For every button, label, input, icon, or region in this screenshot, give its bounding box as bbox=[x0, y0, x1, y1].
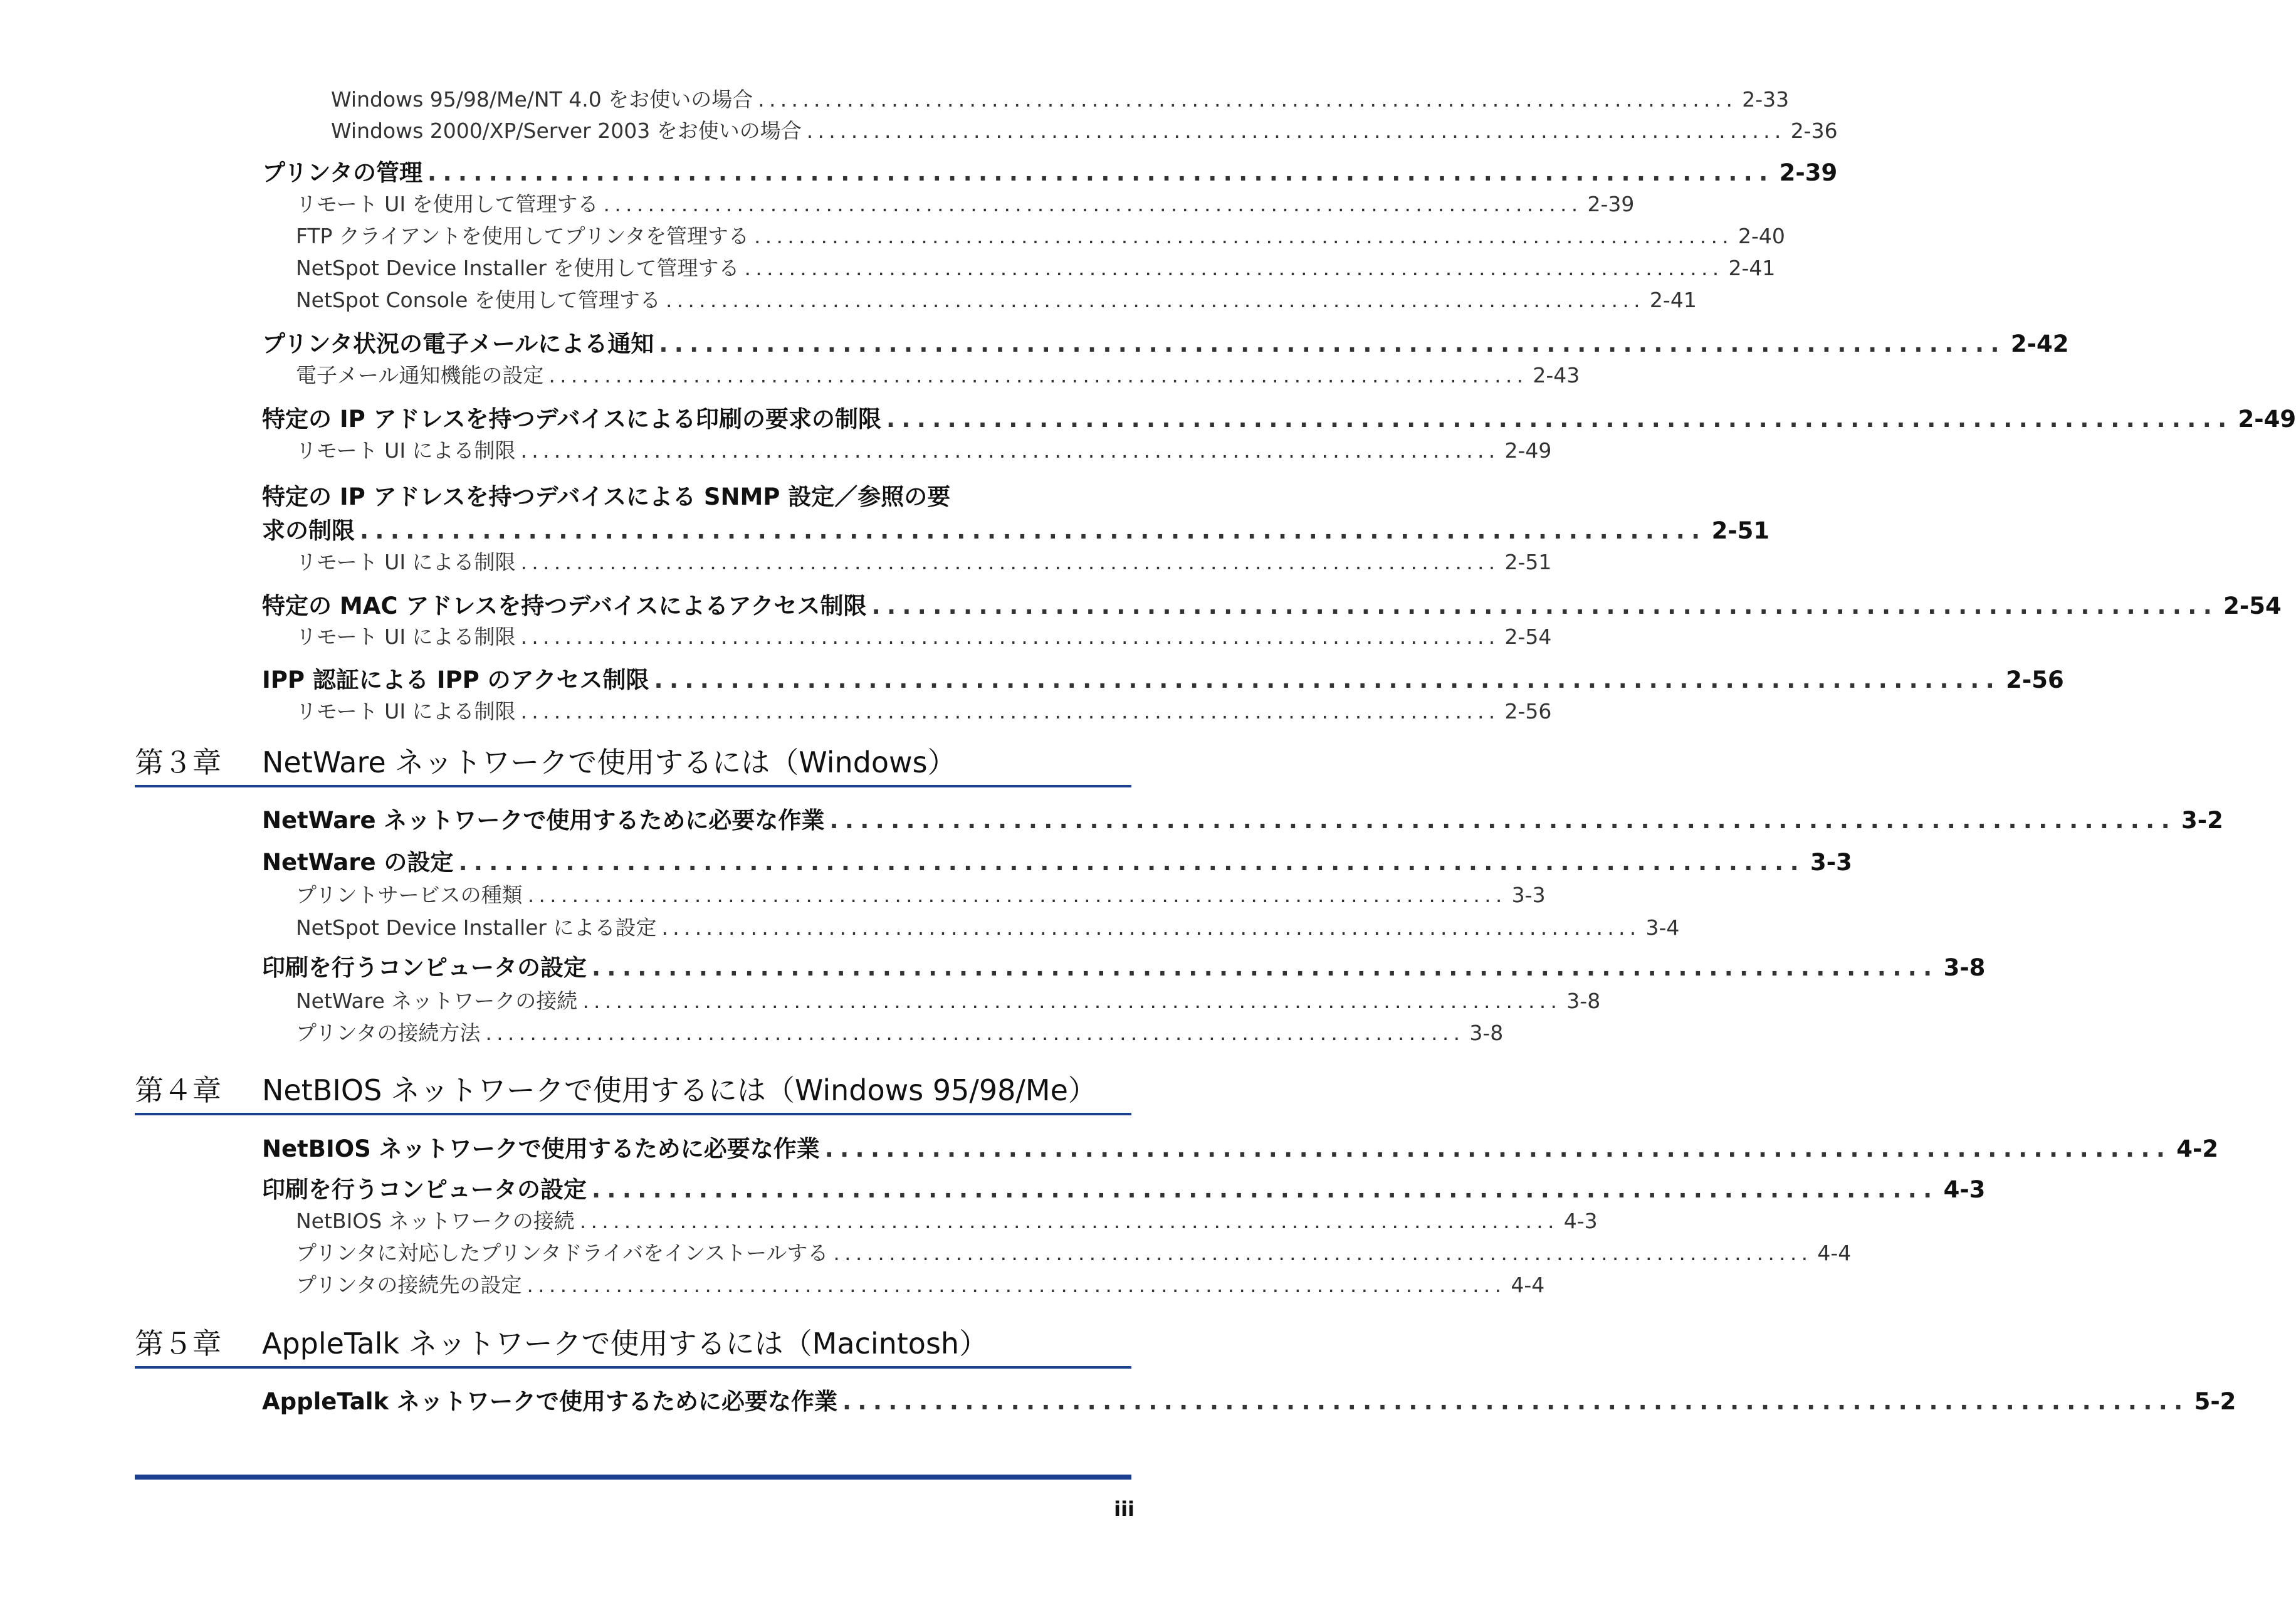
toc-entry-page: 3-3 bbox=[1511, 883, 1546, 907]
toc-section[interactable] bbox=[262, 1130, 2219, 1164]
toc-section-label: 印刷を行うコンピュータの設定 bbox=[262, 1176, 587, 1203]
chapter-number: 第４章 bbox=[135, 1073, 221, 1107]
toc-section-page: 2-49 bbox=[2238, 406, 2296, 433]
leader-dots: ........................................................................................ bbox=[754, 224, 1733, 248]
toc-entry-page: 3-8 bbox=[1469, 1021, 1504, 1045]
leader-dots: ........................................................................................ bbox=[520, 699, 1500, 723]
toc-section-page: 4-2 bbox=[2176, 1135, 2219, 1162]
leader-dots: ........................................................................................ bbox=[603, 192, 1583, 216]
leader-dots: ........................................................................................ bbox=[744, 256, 1724, 280]
toc-entry[interactable] bbox=[296, 284, 1697, 313]
toc-entry-page: 4-3 bbox=[1563, 1209, 1598, 1233]
toc-section-label-line1[interactable]: 特定の IP アドレスを持つデバイスによる SNMP 設定／参照の要 bbox=[262, 483, 951, 510]
toc-entry[interactable] bbox=[296, 621, 1552, 650]
toc-section[interactable] bbox=[262, 801, 2223, 835]
toc-section-label: 特定の IP アドレスを持つデバイスによる印刷の要求の制限 bbox=[262, 406, 881, 433]
toc-entry-label: リモート UI による制限 bbox=[296, 699, 516, 723]
toc-entry[interactable] bbox=[296, 359, 1580, 389]
toc-section-label: 求の制限 bbox=[262, 517, 355, 544]
toc-section[interactable] bbox=[262, 661, 2064, 695]
toc-section[interactable] bbox=[262, 587, 2282, 621]
toc-entry-page: 2-54 bbox=[1504, 624, 1552, 649]
toc-entry-page: 2-56 bbox=[1504, 699, 1552, 723]
toc-entry[interactable] bbox=[296, 1269, 1545, 1298]
leader-dots: ........................................................................................ bbox=[886, 406, 2233, 433]
toc-entry[interactable] bbox=[296, 879, 1546, 908]
toc-section-label: NetBIOS ネットワークで使用するために必要な作業 bbox=[262, 1135, 820, 1162]
leader-dots: ........................................................................................ bbox=[833, 1241, 1813, 1265]
leader-dots: ........................................................................................ bbox=[520, 438, 1500, 463]
toc-entry-label: リモート UI を使用して管理する bbox=[296, 192, 599, 216]
toc-section-label: IPP 認証による IPP のアクセス制限 bbox=[262, 666, 649, 693]
toc-entry[interactable] bbox=[296, 252, 1776, 281]
toc-section-page: 3-8 bbox=[1943, 954, 1986, 981]
leader-dots: ........................................................................................ bbox=[582, 989, 1562, 1013]
toc-entry-label: プリンタの接続方法 bbox=[296, 1021, 481, 1045]
toc-entry-page: 2-39 bbox=[1587, 192, 1635, 216]
toc-section-label: NetWare ネットワークで使用するために必要な作業 bbox=[262, 807, 825, 834]
leader-dots: ........................................................................................ bbox=[871, 592, 2219, 619]
toc-entry-page: 2-43 bbox=[1533, 363, 1580, 387]
toc-section-label: プリンタ状況の電子メールによる通知 bbox=[262, 330, 654, 357]
toc-entry-label: NetSpot Device Installer を使用して管理する bbox=[296, 256, 740, 280]
chapter-rule bbox=[135, 1366, 1131, 1369]
leader-dots: ........................................................................................ bbox=[842, 1388, 2189, 1415]
toc-entry-page: 2-33 bbox=[1742, 87, 1790, 112]
toc-section[interactable] bbox=[262, 325, 2069, 359]
footer-rule bbox=[135, 1475, 1131, 1480]
toc-entry[interactable] bbox=[331, 83, 1790, 113]
toc-section-page: 3-3 bbox=[1810, 849, 1852, 876]
toc-section[interactable] bbox=[262, 1170, 1986, 1204]
toc-entry[interactable] bbox=[296, 546, 1552, 576]
toc-entry[interactable] bbox=[331, 115, 1838, 144]
toc-section[interactable] bbox=[262, 1382, 2236, 1416]
leader-dots: ........................................................................................ bbox=[806, 118, 1786, 143]
toc-section-page: 2-56 bbox=[2006, 666, 2064, 693]
toc-section-page: 2-42 bbox=[2010, 330, 2069, 357]
leader-dots: ........................................................................................ bbox=[520, 550, 1500, 574]
toc-entry-label: Windows 2000/XP/Server 2003 をお使いの場合 bbox=[331, 118, 802, 143]
chapter-title: NetBIOS ネットワークで使用するには（Windows 95/98/Me） bbox=[262, 1073, 1097, 1107]
toc-entry-label: 電子メール通知機能の設定 bbox=[296, 363, 544, 387]
toc-section-page: 2-39 bbox=[1779, 159, 1838, 186]
toc-entry-page: 4-4 bbox=[1817, 1241, 1852, 1265]
toc-entry[interactable] bbox=[296, 188, 1635, 218]
leader-dots: ........................................................................................ bbox=[527, 1273, 1506, 1297]
toc-entry[interactable] bbox=[296, 220, 1785, 250]
toc-entry[interactable] bbox=[296, 985, 1601, 1014]
toc-entry-page: 2-36 bbox=[1790, 118, 1838, 143]
leader-dots: ........................................................................................ bbox=[592, 954, 1939, 981]
toc-section-page: 5-2 bbox=[2194, 1388, 2236, 1415]
leader-dots: ........................................................................................ bbox=[659, 330, 2006, 357]
leader-dots: ........................................................................................ bbox=[665, 288, 1645, 312]
toc-entry-page: 2-49 bbox=[1504, 438, 1552, 463]
leader-dots: ........................................................................................ bbox=[592, 1176, 1939, 1203]
toc-entry-page: 2-41 bbox=[1728, 256, 1776, 280]
toc-entry[interactable] bbox=[296, 912, 1680, 941]
toc-entry-page: 3-8 bbox=[1566, 989, 1601, 1013]
toc-section[interactable] bbox=[262, 512, 1770, 545]
page-number: iii bbox=[1114, 1497, 1135, 1521]
chapter-rule bbox=[135, 1113, 1131, 1115]
leader-dots: ........................................................................................ bbox=[661, 915, 1641, 940]
toc-entry[interactable] bbox=[296, 695, 1552, 725]
chapter-title: NetWare ネットワークで使用するには（Windows） bbox=[262, 745, 957, 779]
toc-section[interactable] bbox=[262, 843, 1852, 877]
toc-section[interactable] bbox=[262, 154, 1838, 187]
toc-section-page: 3-2 bbox=[2181, 807, 2223, 834]
toc-entry[interactable] bbox=[296, 1205, 1598, 1234]
leader-dots: ........................................................................................ bbox=[427, 159, 1774, 186]
toc-entry-label: プリンタの接続先の設定 bbox=[296, 1273, 522, 1297]
toc-section[interactable] bbox=[262, 400, 2296, 434]
toc-entry-page: 2-51 bbox=[1504, 550, 1552, 574]
leader-dots: ........................................................................................ bbox=[360, 517, 1707, 544]
chapter-rule bbox=[135, 785, 1131, 787]
toc-entry-label: NetWare ネットワークの接続 bbox=[296, 989, 578, 1013]
toc-entry[interactable] bbox=[296, 1017, 1504, 1046]
toc-section-label: AppleTalk ネットワークで使用するために必要な作業 bbox=[262, 1388, 837, 1415]
toc-section-label: プリンタの管理 bbox=[262, 159, 423, 186]
toc-section-page: 2-54 bbox=[2223, 592, 2282, 619]
chapter-title: AppleTalk ネットワークで使用するには（Macintosh） bbox=[262, 1327, 988, 1360]
leader-dots: ........................................................................................ bbox=[824, 1135, 2172, 1162]
chapter-number: 第３章 bbox=[135, 745, 221, 779]
leader-dots: ........................................................................................ bbox=[654, 666, 2001, 693]
leader-dots: ........................................................................................ bbox=[548, 363, 1528, 387]
toc-section-label: NetWare の設定 bbox=[262, 849, 454, 876]
toc-entry-label: NetSpot Console を使用して管理する bbox=[296, 288, 661, 312]
toc-entry-page: 4-4 bbox=[1511, 1273, 1545, 1297]
toc-section-label: 特定の MAC アドレスを持つデバイスによるアクセス制限 bbox=[262, 592, 867, 619]
toc-entry-label: プリントサービスの種類 bbox=[296, 883, 523, 907]
leader-dots: ........................................................................................ bbox=[579, 1209, 1559, 1233]
toc-entry-page: 2-40 bbox=[1738, 224, 1785, 248]
toc-entry[interactable] bbox=[296, 1237, 1852, 1266]
leader-dots: ........................................................................................ bbox=[758, 87, 1738, 112]
leader-dots: ........................................................................................ bbox=[485, 1021, 1465, 1045]
toc-section-label: 印刷を行うコンピュータの設定 bbox=[262, 954, 587, 981]
toc-entry-page: 3-4 bbox=[1645, 915, 1680, 940]
leader-dots: ........................................................................................ bbox=[527, 883, 1507, 907]
toc-entry-label: プリンタに対応したプリンタドライバをインストールする bbox=[296, 1241, 829, 1265]
leader-dots: ........................................................................................ bbox=[829, 807, 2177, 834]
toc-entry-label: NetSpot Device Installer による設定 bbox=[296, 915, 657, 940]
chapter-number: 第５章 bbox=[135, 1327, 221, 1360]
leader-dots: ........................................................................................ bbox=[520, 624, 1500, 649]
toc-entry-label: FTP クライアントを使用してプリンタを管理する bbox=[296, 224, 750, 248]
toc-entry-label: NetBIOS ネットワークの接続 bbox=[296, 1209, 575, 1233]
toc-entry-page: 2-41 bbox=[1649, 288, 1697, 312]
toc-entry-label: リモート UI による制限 bbox=[296, 438, 516, 463]
toc-section-page: 4-3 bbox=[1943, 1176, 1986, 1203]
toc-entry-label: リモート UI による制限 bbox=[296, 550, 516, 574]
toc-section[interactable] bbox=[262, 949, 1986, 982]
leader-dots: ........................................................................................ bbox=[458, 849, 1806, 876]
toc-entry-label: Windows 95/98/Me/NT 4.0 をお使いの場合 bbox=[331, 87, 753, 112]
toc-entry-label: リモート UI による制限 bbox=[296, 624, 516, 649]
toc-section-page: 2-51 bbox=[1711, 517, 1770, 544]
toc-entry[interactable] bbox=[296, 434, 1552, 464]
